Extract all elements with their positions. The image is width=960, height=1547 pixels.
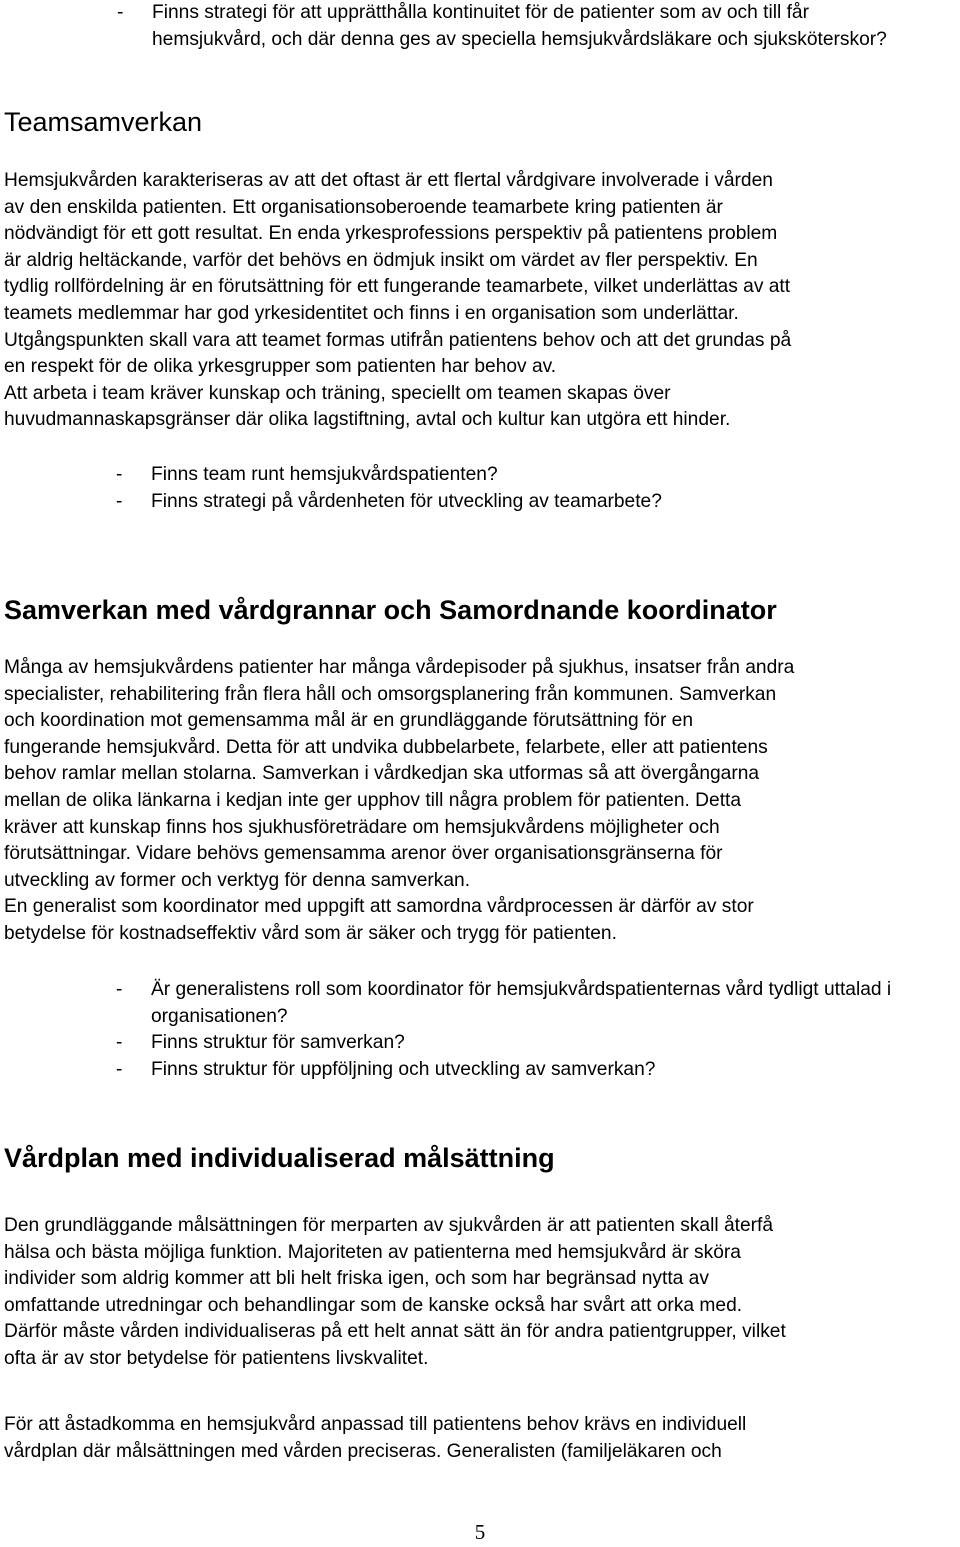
text-line: Hemsjukvården karakteriseras av att det oftast är ett flertal vårdgivare involverade i vården [4,170,773,191]
text-line: fungerande hemsjukvård. Detta för att undvika dubbelarbete, felarbete, eller att patientens [4,736,768,758]
list-item-text: Finns team runt hemsjukvårdspatienten? [151,464,498,485]
text-line: behov ramlar mellan stolarna. Samverkan i vårdkedjan ska utformas så att övergångarna [4,763,760,785]
page-number: 5 [474,1520,486,1544]
list-dash: - [116,490,123,512]
section3-paragraph-1 [4,1213,952,1373]
section-heading-vardplan [4,1142,952,1174]
list-item [4,462,952,489]
section-heading: Samverkan med vårdgrannar och Samordnande koordinator [4,595,777,625]
section-heading-teamsamverkan [4,106,952,138]
text-line: mellan de olika länkarna i kedjan inte ger upphov till några problem för patienten. Detta [4,789,742,811]
text-line: För att åstadkomma en hemsjukvård anpassad till patientens behov krävs en individuell [4,1414,747,1435]
list-dash: - [116,1058,123,1080]
list-item [4,489,952,516]
text-line: nödvändigt för ett gott resultat. En enda yrkesprofessions perspektiv på patientens problem [4,223,778,245]
list-item-text: Finns strategi för att upprätthålla kontinuitet för de patienter som av och till får hemsjukvård, och där denna ges av speciella hemsjukvårdsläkare och sjuksköterskor? [152,2,887,50]
text-line: och koordination mot gemensamma mål är en grundläggande förutsättning för en [4,710,694,732]
text-line: Att arbeta i team kräver kunskap och träning, speciellt om teamen skapas över [4,382,671,404]
section3-paragraph-2 [4,1412,952,1465]
text-line: tydlig rollfördelning är en förutsättning för ett fungerande teamarbete, vilket underlättas av att [4,276,791,298]
text-line: utveckling av former och verktyg för denna samverkan. [4,869,471,891]
text-line: av den enskilda patienten. Ett organisationsoberoende teamarbete kring patienten är [4,196,723,218]
text-line: är aldrig heltäckande, varför det behövs en ödmjuk insikt om värdet av fler perspektiv. En [4,249,758,271]
text-line: Många av hemsjukvårdens patienter har många vårdepisoder på sjukhus, insatser från andra [4,657,795,678]
section2-question-list [4,977,952,1083]
text-line: teamets medlemmar har god yrkesidentitet och finns i en organisation som underlättar. [4,302,739,324]
text-line: förutsättningar. Vidare behövs gemensamma arenor över organisationsgränserna för [4,843,723,865]
list-item [4,0,952,53]
list-item-text: Är generalistens roll som koordinator för hemsjukvårdspatienternas vård tydligt uttalad i organisationen? [151,979,892,1027]
text-line: omfattande utredningar och behandlingar som de kanske också har svårt att orka med. [4,1294,743,1316]
section1-paragraph [4,168,952,434]
text-line: en respekt för de olika yrkesgrupper som patienten har behov av. [4,356,557,378]
top-bullet-list [4,0,952,53]
list-item-text: Finns struktur för uppföljning och utveckling av samverkan? [151,1058,656,1080]
list-item-text: Finns struktur för samverkan? [151,1032,405,1054]
section1-question-list [4,462,952,515]
section-heading-samverkan [4,594,952,626]
text-line: huvudmannaskapsgränser där olika lagstiftning, avtal och kultur kan utgöra ett hinder. [4,409,731,431]
list-dash: - [117,2,124,23]
text-line: Den grundläggande målsättningen för merparten av sjukvården är att patienten skall återfå [4,1215,774,1236]
text-line: hälsa och bästa möjliga funktion. Majoriteten av patienterna med hemsjukvård är sköra [4,1241,741,1263]
text-line: Därför måste vården individualiseras på ett helt annat sätt än för andra patientgrupper, vilket [4,1321,786,1343]
section-heading: Vårdplan med individualiserad målsättning [4,1143,555,1173]
text-line: ofta är av stor betydelse för patientens livskvalitet. [4,1347,429,1369]
text-line: individer som aldrig kommer att bli helt friska igen, och som har begränsad nytta av [4,1268,709,1290]
list-item [4,1057,952,1084]
text-line: betydelse för kostnadseffektiv vård som är säker och trygg för patienten. [4,922,617,944]
list-item [4,1030,952,1057]
text-line: specialister, rehabilitering från flera håll och omsorgsplanering från kommunen. Samverkan [4,683,777,705]
text-line: En generalist som koordinator med uppgift att samordna vårdprocessen är därför av stor [4,896,754,918]
list-dash: - [116,464,123,485]
section2-paragraph [4,655,952,948]
section-heading: Teamsamverkan [4,107,203,137]
list-item-text: Finns strategi på vårdenheten för utveckling av teamarbete? [151,490,662,512]
list-dash: - [116,979,123,1000]
text-line: vårdplan där målsättningen med vården preciseras. Generalisten (familjeläkaren och [4,1440,722,1462]
list-dash: - [116,1032,123,1054]
list-item [4,977,952,1030]
text-line: kräver att kunskap finns hos sjukhusföreträdare om hemsjukvårdens möjligheter och [4,816,720,838]
text-line: Utgångspunkten skall vara att teamet formas utifrån patientens behov och att det grundas på [4,329,792,351]
